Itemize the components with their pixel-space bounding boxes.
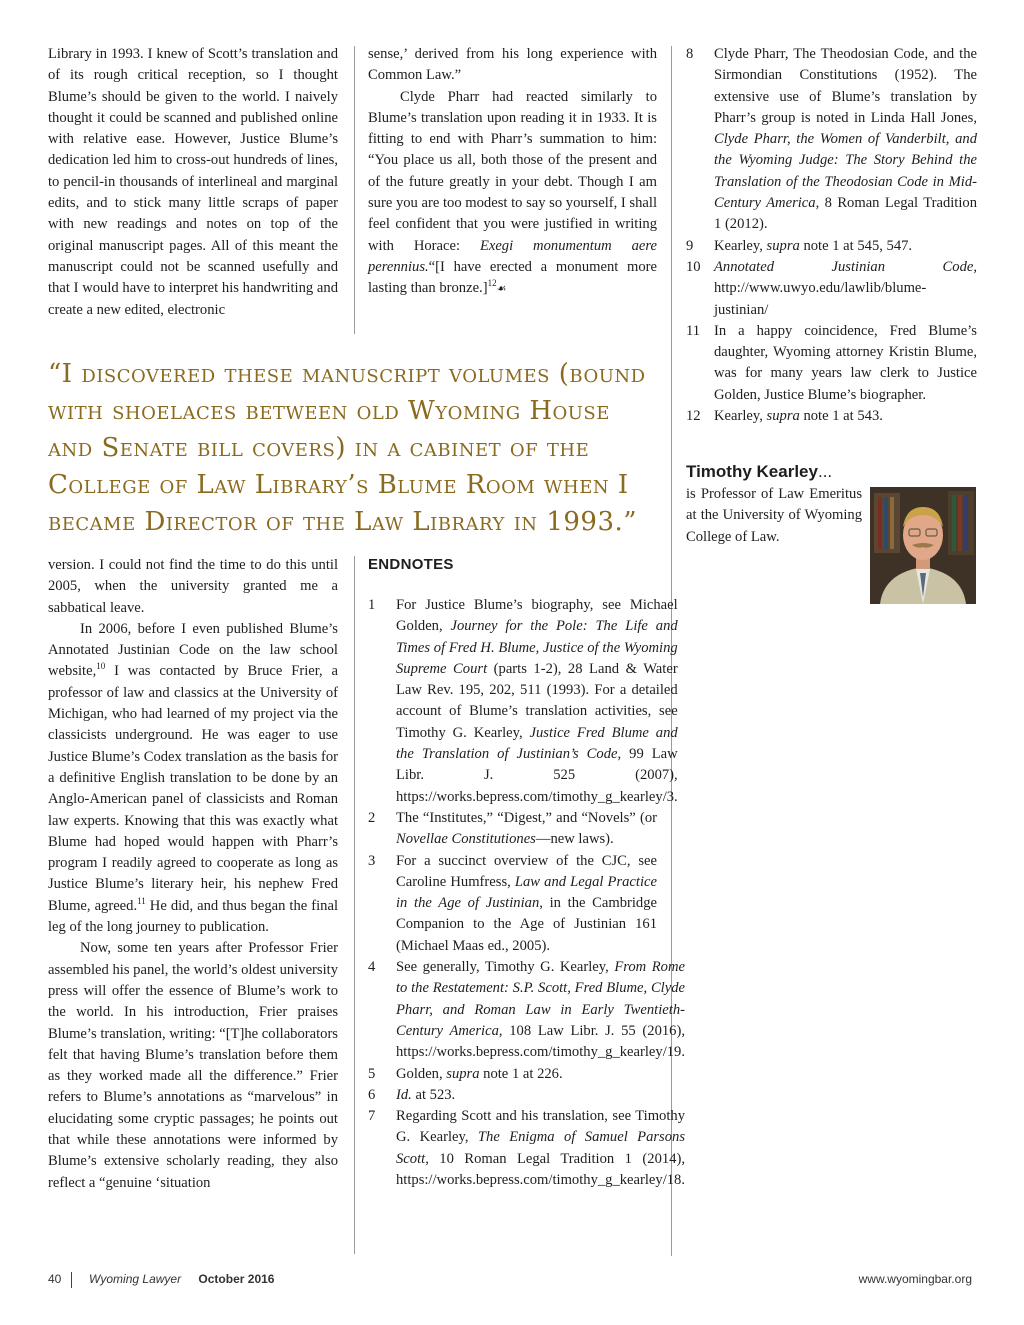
endnote-item	[368, 808, 657, 851]
body-paragraph: Library in 1993. I knew of Scott’s translation and of its rough critical reception, so I thought Blume’s should be given to the world. I naively thought it could be scanned and published online with relative ease. However, Justice Blume’s dedication led him to cross-out hundreds of lines, to pencil-in thousands of interlineal and marginal edits, and to stick many little scraps of paper with new readings and notes on top of the original manuscript pages. All of this meant the manuscript could not be scanned usefully and that I would have to interpret his handwriting and create a new edited, electronic	[48, 46, 338, 318]
citation-title: Annotated Justinian Code,	[714, 258, 977, 275]
body-paragraph	[368, 87, 657, 301]
latin-quote: Exegi monumentum aere perennius.	[368, 237, 657, 275]
body-paragraph	[48, 619, 338, 938]
column-divider	[354, 46, 355, 334]
endnote-reference[interactable]: 12	[487, 278, 497, 289]
citation-title: Id.	[396, 1086, 412, 1103]
endnote-text	[714, 257, 977, 321]
body-paragraph: Now, some ten years after Professor Frier assembled his panel, the world’s oldest university press will offer the essence of Blume’s work to the world. In his introduction, Frier praises Blume’s translation, writing: “[T]he collaborators felt that having Blume’s translation before them as they worked made all the difference.” Frier refers to Blume’s annotations as “marvelous” in elucidating some cryptic passages; he points out that while these annotations were informed by Blume’s extensive scholarly reading, they also reflect a “genuine ‘situation	[48, 940, 338, 1191]
author-name-text: Timothy Kearley	[686, 462, 818, 481]
endnote-text	[714, 321, 977, 406]
endnote-item	[686, 236, 977, 257]
endnote-text	[714, 236, 977, 257]
footer-divider	[71, 1272, 72, 1288]
endnote-number: 9	[686, 237, 694, 254]
citation-text: note 1 at 543.	[799, 408, 883, 425]
end-mark-icon: ☙	[496, 283, 507, 296]
author-name	[686, 462, 862, 482]
citation-text: For Justice Blume’s biography, see Michael Golden,	[396, 597, 678, 635]
magazine-name: Wyoming Lawyer	[89, 1272, 182, 1287]
citation-text: —new laws).	[535, 831, 614, 848]
pull-quote	[48, 356, 660, 541]
citation-text: note 1 at 226.	[479, 1065, 563, 1082]
citation-text: , 99 Law Libr. J. 525 (2007), https://works.bepress.com/timothy_g_kearley/3.	[396, 746, 678, 805]
endnote-text	[714, 406, 977, 427]
citation-text: Regarding Scott and his translation, see Timothy G. Kearley,	[396, 1108, 685, 1146]
endnote-item	[368, 957, 685, 1063]
citation-title: From Rome to the Restatement: S.P. Scott, Fred Blume, Clyde Pharr, and Roman Law in Early Twentieth-Century America	[396, 959, 685, 1039]
column-1-top	[48, 44, 338, 321]
endnote-number: 12	[686, 408, 701, 425]
endnote-item	[368, 595, 678, 808]
citation-title: Novellae Constitutiones	[396, 831, 536, 848]
citation-text: , 8 Roman Legal Tradition 1 (2012).	[714, 195, 978, 233]
citation-text: (parts 1-2), 28 Land & Water Law Rev. 195, 202, 511 (1993). For a detailed account of Blume’s translation activities, see Timothy G. Kearley,	[396, 660, 678, 741]
endnotes-heading: ENDNOTES	[368, 556, 454, 573]
endnote-item	[686, 321, 977, 406]
paragraph-text: In 2006, before I even published Blume’s Annotated Justinian Code on the law school website,	[48, 620, 338, 680]
endnote-number: 2	[368, 809, 376, 826]
citation-title: Clyde Pharr, the Women of Vanderbilt, and the Wyoming Judge: The Story Behind the Translation of the Theodosian Code in Mid-Century America	[714, 131, 977, 212]
citation-title: supra	[766, 408, 800, 425]
endnote-text	[396, 1085, 657, 1106]
website-link[interactable]: www.wyomingbar.org	[858, 1272, 972, 1286]
endnote-number: 5	[368, 1065, 376, 1082]
endnote-reference[interactable]: 11	[137, 895, 146, 906]
endnote-number: 7	[368, 1108, 376, 1125]
column-2-top	[368, 44, 657, 301]
author-bio-text: is Professor of Law Emeritus at the University of Wyoming College of Law.	[686, 486, 862, 545]
endnote-text	[396, 1106, 685, 1191]
citation-text: , 108 Law Libr. J. 55 (2016), https://works.bepress.com/timothy_g_kearley/19.	[396, 1022, 685, 1061]
paragraph-text: I was contacted by Bruce Frier, a professor of law and classics at the University of Michigan, who had learned of my project via the classicists underground. He was eager to use Justice Blume’s Codex translation as the basis for a definitive English translation to be done by an Anglo-American panel of classicists and Roman law experts. Knowing that this was exactly what Blume had hoped would happen with Pharr’s program I readily agreed to cooperate as long as Justice Blume’s literary heir, his nephew Fred Blume, agreed.	[48, 663, 338, 914]
endnote-item	[368, 1085, 657, 1106]
endnote-number: 1	[368, 597, 376, 613]
endnote-item	[368, 1106, 685, 1191]
citation-text: at 523.	[411, 1086, 456, 1103]
endnotes-section	[368, 556, 685, 1191]
citation-text: http://www.uwyo.edu/lawlib/blume-justinian/	[714, 280, 927, 318]
paragraph-text: He did, and thus began the final leg of the long journey to publication.	[48, 897, 338, 936]
column-divider	[354, 556, 355, 1254]
citation-text: The “Institutes,” “Digest,” and “Novels” (or	[396, 809, 657, 826]
citation-text: See generally, Timothy G. Kearley,	[396, 959, 615, 976]
citation-text: Clyde Pharr, The Theodosian Code, and the Sirmondian Constitutions (1952). The extensive use of Blume’s translation by Pharr’s group is noted in Linda Hall Jones,	[714, 46, 977, 126]
paragraph-text: Clyde Pharr had reacted similarly to Blume’s translation upon reading it in 1933. It is fitting to end with Pharr’s summation to him: “You place us all, both those of the present and of the future greatly in your debt. Though I am sure you are too modest to say so yourself, I shall feel confident that you were justified in writing with Horace:	[368, 88, 657, 254]
citation-text: Golden,	[396, 1065, 447, 1082]
footer-right	[859, 1272, 972, 1286]
footer-left	[48, 1272, 274, 1288]
endnote-text	[714, 44, 977, 236]
endnotes-list	[368, 595, 685, 1191]
body-paragraph: version. I could not find the time to do this until 2005, when the university granted me a sabbatical leave.	[48, 557, 338, 616]
citation-title: The Enigma of Samuel Parsons Scott	[396, 1129, 685, 1167]
column-1-bottom	[48, 555, 338, 1194]
citation-text: Kearley,	[714, 237, 767, 254]
endnote-number: 10	[686, 258, 701, 275]
endnote-item	[686, 406, 977, 427]
citation-text: , 10 Roman Legal Tradition 1 (2014), https://works.bepress.com/timothy_g_kearley/18.	[396, 1150, 685, 1189]
body-paragraph: sense,’ derived from his long experience with Common Law.”	[368, 46, 657, 84]
citation-title: supra	[446, 1065, 480, 1082]
citation-text: note 1 at 545, 547.	[799, 237, 913, 254]
citation-title: Law and Legal Practice in the Age of Justinian	[396, 873, 657, 912]
endnote-item	[368, 1064, 657, 1085]
endnotes-list	[686, 44, 977, 427]
citation-title: Justice Fred Blume and the Translation of Justinian’s Code	[396, 724, 678, 763]
endnote-number: 8	[686, 46, 694, 62]
endnote-text	[396, 595, 678, 808]
citation-text: For a succinct overview of the CJC, see Caroline Humfress,	[396, 852, 657, 890]
citation-text: , in the Cambridge Companion to the Age of Justinian 161 (Michael Maas ed., 2005).	[396, 895, 658, 954]
endnotes-continued	[686, 44, 977, 427]
endnote-reference[interactable]: 10	[96, 661, 106, 672]
citation-title: Journey for the Pole: The Life and Times of Fred H. Blume, Justice of the Wyoming Supreme Court	[396, 618, 678, 677]
endnote-number: 11	[686, 322, 701, 339]
endnote-number: 6	[368, 1086, 376, 1103]
endnote-item	[368, 851, 657, 957]
ellipsis: ...	[817, 462, 833, 481]
endnote-text	[396, 851, 657, 957]
issue-date: October 2016	[198, 1272, 275, 1287]
citation-text: Kearley,	[714, 408, 767, 425]
paragraph-text: “[I have erected a monument more lasting than bronze.]	[368, 258, 657, 297]
citation-title: supra	[766, 237, 800, 254]
author-photo	[870, 487, 976, 604]
endnote-text	[396, 1064, 657, 1085]
citation-text: In a happy coincidence, Fred Blume’s daughter, Wyoming attorney Kristin Blume, was for many years law clerk to Justice Golden, Justice Blume’s biographer.	[714, 322, 977, 403]
author-bio	[686, 462, 862, 548]
endnote-number: 4	[368, 959, 376, 976]
endnote-number: 3	[368, 852, 376, 869]
page-number: 40	[48, 1272, 62, 1287]
endnote-item	[686, 257, 977, 321]
endnote-item	[686, 44, 977, 236]
endnote-text	[396, 808, 657, 851]
endnote-text	[396, 957, 685, 1063]
pull-quote-text: “I discovered these manuscript volumes (bound with shoelaces between old Wyoming House and Senate bill covers) in a cabinet of the College of Law Library’s Blume Room when I became Director of the Law Library in 1993.”	[48, 359, 646, 537]
